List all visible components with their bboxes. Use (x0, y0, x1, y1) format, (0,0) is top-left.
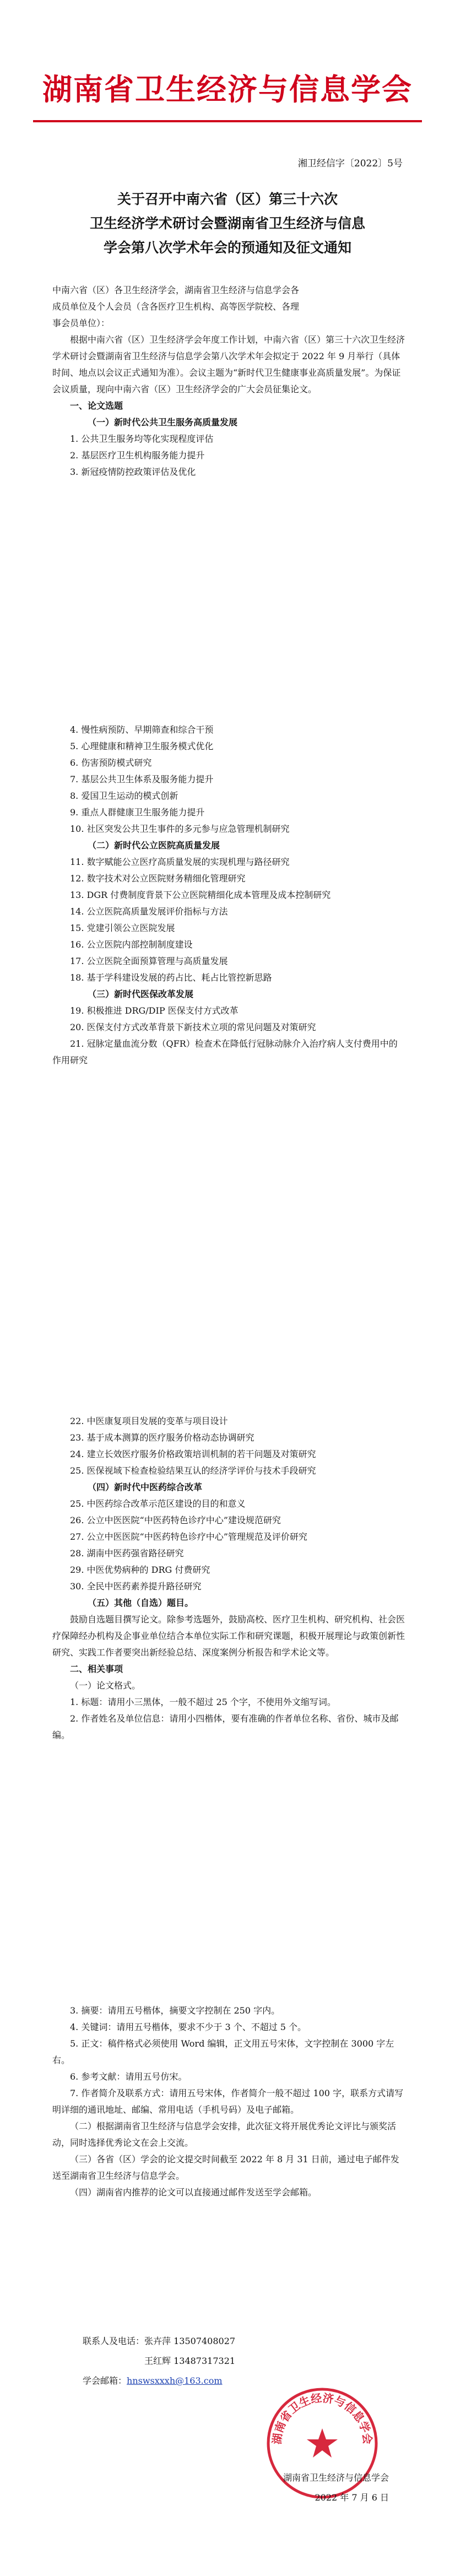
topic-item: 25. 医保视域下检查检验结果互认的经济学评价与技术手段研究 (70, 1465, 316, 1476)
subsection-heading: （二）新时代公立医院高质量发展 (88, 840, 220, 851)
topic-item: 17. 公立医院全面预算管理与高质量发展 (70, 956, 228, 966)
contact-person: 张卉萍 13507408027 (144, 2336, 236, 2346)
topic-item: 10. 社区突发公共卫生事件的多元参与应急管理机制研究 (70, 824, 290, 834)
body-block-3 (52, 1413, 405, 1744)
format-item: 7. 作者简介及联系方式：请用五号宋体，作者简介一般不超过 100 字，联系方式请写明详细的通讯地址、邮编、常用电话（手机号码）及电子邮箱。 (52, 2088, 404, 2115)
salutation-line: 成员单位及个人会员（含各医疗卫生机构、高等医学院校、各理 (52, 301, 300, 312)
body-block-2 (52, 722, 405, 1069)
format-item: 6. 参考文献：请用五号仿宋。 (70, 2071, 187, 2082)
email-label: 学会邮箱： (83, 2375, 127, 2386)
title-line: 卫生经济学术研讨会暨湖南省卫生经济与信息 (89, 215, 365, 231)
subsection-heading: （一）新时代公共卫生服务高质量发展 (88, 417, 238, 427)
contact-line (83, 2331, 235, 2351)
notice-item: （三）各省（区）学会的论文提交时间截至 2022 年 8 月 31 日前，通过电子邮件发送至湖南省卫生经济与信息学会。 (52, 2154, 399, 2181)
topic-item: 20. 医保支付方式改革背景下新技术立项的常见问题及对策研究 (70, 1022, 316, 1032)
topic-item: 11. 数字赋能公立医疗高质量发展的实现机理与路径研究 (70, 857, 290, 867)
body-block-4 (52, 2003, 405, 2201)
notice-item: （二）根据湖南省卫生经济与信息学会安排，此次征文将开展优秀论文评比与颁奖活动，同时选择优秀论文在会上交流。 (52, 2121, 397, 2148)
section-heading: 一、论文选题 (70, 401, 123, 411)
topic-item: 7. 基层公共卫生体系及服务能力提升 (70, 774, 214, 784)
topic-item: 9. 重点人群健康卫生服务能力提升 (70, 807, 205, 818)
header-divider (33, 120, 422, 122)
topic-item: 18. 基于学科建设发展的药占比、耗占比管控新思路 (70, 972, 272, 983)
topic-item: 8. 爱国卫生运动的模式创新 (70, 791, 178, 801)
topic-item: 30. 全民中医药素养提升路径研究 (70, 1581, 202, 1592)
contact-label: 联系人及电话： (83, 2336, 145, 2346)
email-line (83, 2371, 235, 2391)
document-number: 湘卫经信字〔2022〕5号 (297, 158, 403, 169)
topic-item: 21. 冠脉定量血流分数（QFR）检查术在降低行冠脉动脉介入治疗病人支付费用中的作用研究 (52, 1038, 398, 1065)
salutation-line: 事会员单位）： (52, 318, 110, 328)
body-block-1 (52, 282, 405, 480)
topic-item: 27. 公立中医医院“中医药特色诊疗中心”管理规范及评价研究 (70, 1531, 307, 1542)
subsection-heading: （三）新时代医保改革发展 (88, 989, 194, 999)
title-line: 关于召开中南六省（区）第三十六次 (117, 191, 338, 207)
seal-star-icon (307, 2428, 338, 2458)
email-link[interactable]: hnswsxxxh@163.com (127, 2375, 223, 2386)
notice-item: （四）湖南省内推荐的论文可以直接通过邮件发送至学会邮箱。 (70, 2187, 317, 2198)
topic-item: 3. 新冠疫情防控政策评估及优化 (70, 467, 196, 477)
section-heading: 二、相关事项 (70, 1664, 123, 1674)
topic-item: 5. 心理健康和精神卫生服务模式优化 (70, 741, 214, 751)
format-item: 1. 标题：请用小三黑体，一般不超过 25 个字，不使用外文缩写词。 (70, 1697, 336, 1707)
format-item: 2. 作者姓名及单位信息：请用小四楷体，要有准确的作者单位名称、省份、城市及邮编。 (52, 1713, 399, 1740)
footer-date: 2022 年 7 月 6 日 (315, 2492, 389, 2503)
seal-text: 湖南省卫生经济与信息学会 (270, 2391, 375, 2445)
contact-line (83, 2351, 235, 2371)
topic-item: 26. 公立中医医院“中医药特色诊疗中心”建设规范研究 (70, 1515, 281, 1525)
paragraph: 鼓励自选题目撰写论文。除参考选题外，鼓励高校、医疗卫生机构、研究机构、社会医疗保障经办机构及企事业单位结合本单位实际工作和研究课题，积极开展理论与政策创新性研究、实践工作者要突出新经验总结、深度案例分析报告和学术论文等。 (52, 1614, 405, 1658)
topic-item: 28. 湖南中医药强省路径研究 (70, 1548, 184, 1558)
topic-item: 14. 公立医院高质量发展评价指标与方法 (70, 906, 228, 917)
topic-item: 29. 中医优势病种的 DRG 付费研究 (70, 1565, 210, 1575)
title-line: 学会第八次学术年会的预通知及征文通知 (103, 240, 351, 256)
salutation-line: 中南六省（区）各卫生经济学会，湖南省卫生经济与信息学会各 (52, 285, 300, 295)
notice-title (61, 187, 394, 260)
contact-person: 王红辉 13487317321 (144, 2356, 236, 2366)
topic-item: 13. DGR 付费制度背景下公立医院精细化成本管理及成本控制研究 (70, 890, 331, 900)
topic-item: 16. 公立医院内部控制制度建设 (70, 939, 193, 950)
subsection-heading: （四）新时代中医药综合改革 (88, 1482, 203, 1492)
topic-item: 23. 基于成本测算的医疗服务价格动态协调研究 (70, 1432, 254, 1443)
intro-paragraph: 根据中南六省（区）卫生经济学会年度工作计划，中南六省（区）第三十六次卫生经济学术研讨会暨湖南省卫生经济与信息学会第八次学术年会拟定于 2022 年 9 月举行（具体时间、地点以会议正式通知为准）。会议主题为“新时代卫生健康事业高质量发展”。为保证会议质量，现向中南六省（区）卫生经济学会的广大会员征集论文。 (52, 334, 405, 394)
topic-item: 4. 慢性病预防、早期筛查和综合干预 (70, 724, 214, 735)
topic-item: 22. 中医康复项目发展的变革与项目设计 (70, 1416, 228, 1426)
topic-item: 24. 建立长效医疗服务价格政策培训机制的若干问题及对策研究 (70, 1449, 316, 1459)
topic-item: 12. 数字技术对公立医院财务精细化管理研究 (70, 873, 246, 884)
topic-item: 19. 积极推进 DRG/DIP 医保支付方式改革 (70, 1005, 239, 1016)
topic-item: 1. 公共卫生服务均等化实现程度评估 (70, 434, 214, 444)
topic-item: 2. 基层医疗卫生机构服务能力提升 (70, 450, 205, 461)
signature-block (283, 2468, 389, 2508)
format-item: 5. 正文：稿件格式必须使用 Word 编辑，正文用五号宋体，文字控制在 3000 字左右。 (52, 2038, 394, 2065)
topic-item: 6. 伤害预防模式研究 (70, 757, 152, 768)
topic-item: 25. 中医药综合改革示范区建设的目的和意义 (70, 1498, 246, 1509)
org-header-title: 湖南省卫生经济与信息学会 (42, 72, 413, 107)
format-item: 4. 关键词：请用五号楷体，要求不少于 3 个、不超过 5 个。 (70, 2022, 307, 2032)
footer-org: 湖南省卫生经济与信息学会 (283, 2472, 389, 2483)
topic-item: 15. 党建引领公立医院发展 (70, 923, 175, 933)
contact-block (83, 2331, 235, 2391)
subsection-heading: （一）论文格式。 (70, 1680, 141, 1691)
format-item: 3. 摘要：请用五号楷体，摘要文字控制在 250 字内。 (70, 2005, 280, 2016)
subsection-heading: （五）其他（自选）题目。 (88, 1598, 194, 1608)
